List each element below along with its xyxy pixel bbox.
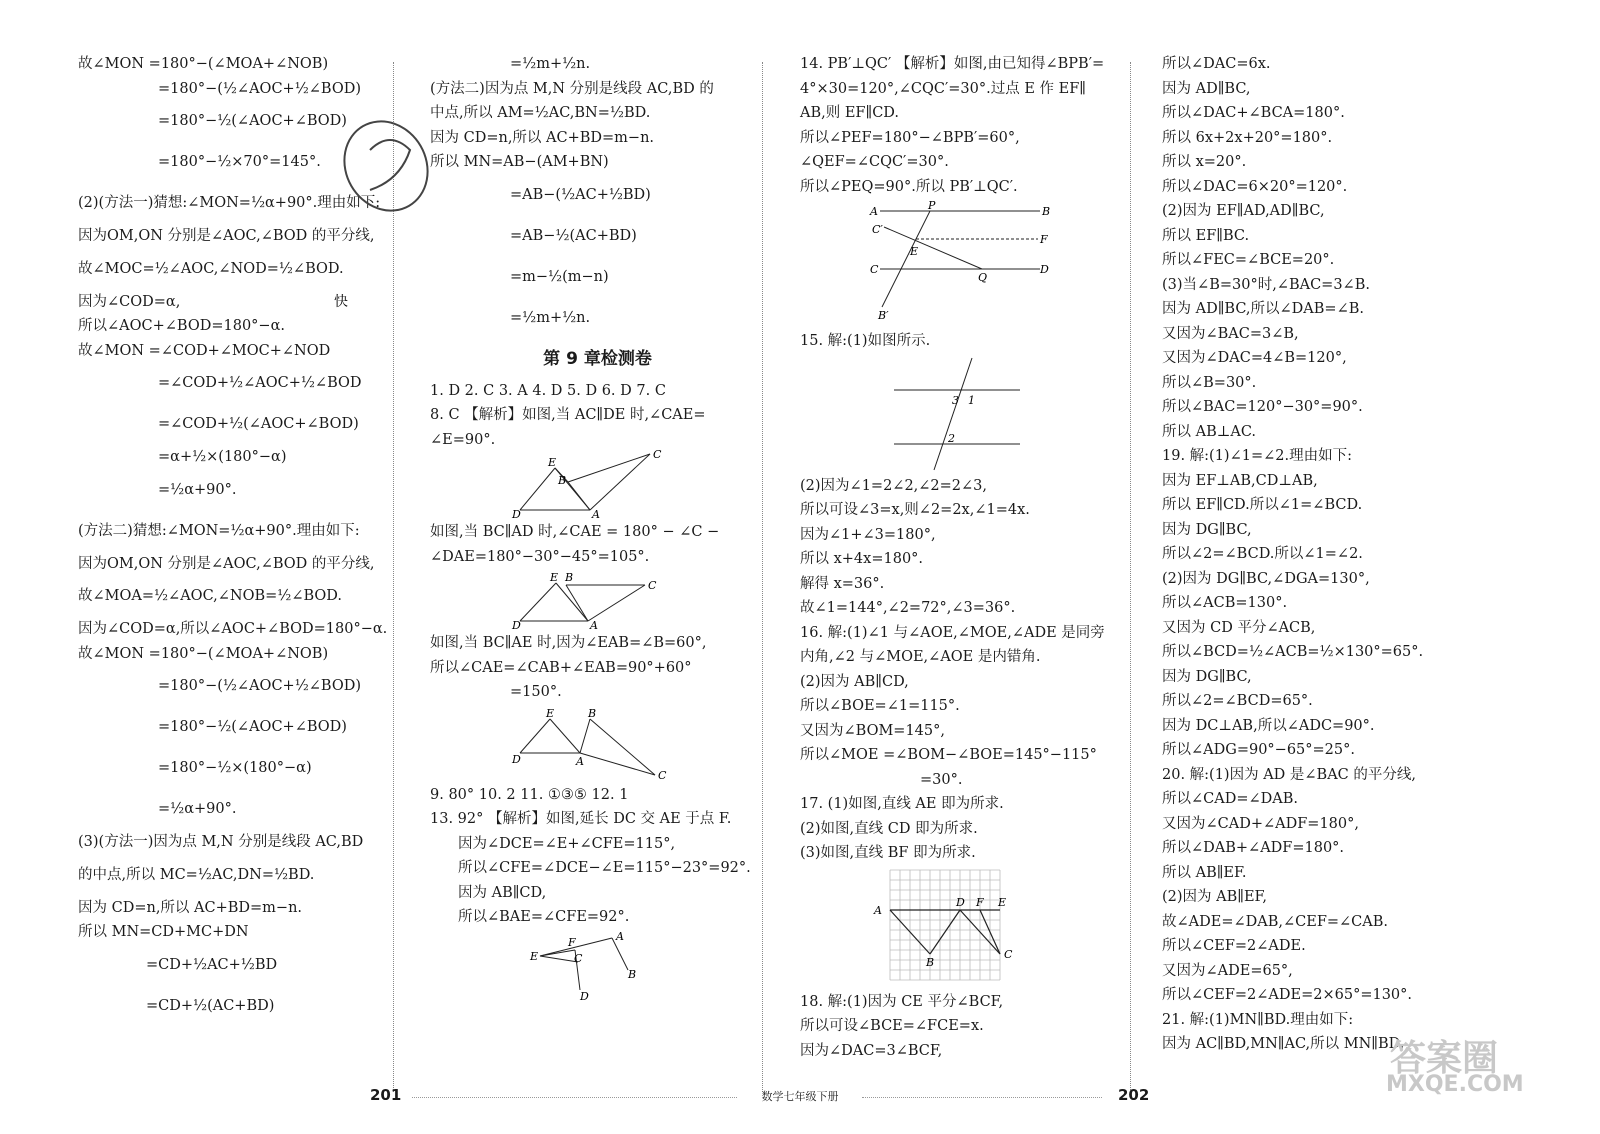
text-line: 所以 EF∥CD.所以∠1=∠BCD. bbox=[1162, 497, 1363, 513]
text-line: 因为 AC∥BD,MN∥AC,所以 MN∥BD. bbox=[1162, 1036, 1405, 1052]
fig-label: Q bbox=[978, 271, 988, 284]
text-line: 因为 CD=n,所以 AC+BD=m−n. bbox=[78, 899, 303, 916]
text-line: 所以 EF∥BC. bbox=[1162, 227, 1250, 244]
text-line: 所以∠CAD=∠DAB. bbox=[1162, 791, 1299, 807]
fig-label: C bbox=[1004, 947, 1013, 961]
watermark-logo: 答案圈 bbox=[1390, 1038, 1499, 1079]
text-line: 所以∠DAC=6x. bbox=[1162, 56, 1271, 72]
fig-label: C′ bbox=[872, 223, 883, 236]
figure-13 bbox=[430, 930, 765, 1002]
text-line: 所以∠DAB+∠ADF=180°. bbox=[1162, 840, 1345, 856]
text-line: 因为 AD∥BC, bbox=[1162, 80, 1251, 97]
text-line: =180°−(½∠AOC+½∠BOD) bbox=[158, 678, 361, 694]
fig-label: C bbox=[870, 263, 879, 276]
fig-label: B bbox=[565, 571, 574, 584]
fig-label: E bbox=[546, 706, 555, 720]
figure-8b bbox=[430, 569, 765, 631]
text-line: (2)因为 EF∥AD,AD∥BC, bbox=[1162, 203, 1325, 219]
text-line: 因为OM,ON 分别是∠AOC,∠BOD 的平分线, bbox=[78, 555, 375, 572]
text-line: 20. 解:(1)因为 AD 是∠BAC 的平分线, bbox=[1162, 766, 1416, 783]
text-line: 所以可设∠3=x,则∠2=2x,∠1=4x. bbox=[800, 502, 1030, 518]
text-line: 所以∠ADG=90°−65°=25°. bbox=[1162, 742, 1355, 758]
text-line: =180°−½(∠AOC+∠BOD) bbox=[158, 113, 347, 129]
text-line: 因为 DG∥BC, bbox=[1162, 668, 1252, 685]
text-line: (2)因为 AB∥CD, bbox=[800, 673, 909, 690]
text-line: 故∠ADE=∠DAB,∠CEF=∠CAB. bbox=[1162, 913, 1389, 930]
text-line: AB,则 EF∥CD. bbox=[800, 105, 900, 121]
text-line: =180°−½(∠AOC+∠BOD) bbox=[158, 719, 347, 735]
text-line: 因为 AD∥BC,所以∠DAB=∠B. bbox=[1162, 301, 1364, 317]
text-line: 8. C 【解析】如图,当 AC∥DE 时,∠CAE= bbox=[430, 407, 706, 423]
fig-label: A bbox=[870, 205, 878, 218]
text-line: 17. (1)如图,直线 AE 即为所求. bbox=[800, 796, 1004, 812]
text-line: ∠QEF=∠CQC′=30°. bbox=[800, 154, 949, 170]
fig-label: C bbox=[648, 579, 657, 592]
fig-label: P bbox=[928, 199, 936, 212]
figure-8c bbox=[430, 705, 765, 783]
column-separator bbox=[762, 62, 763, 1092]
fig-label: 1 bbox=[968, 393, 975, 407]
text-line: =CD+½(AC+BD) bbox=[146, 997, 275, 1014]
text-line: 所以∠DAC+∠BCA=180°. bbox=[1162, 105, 1345, 121]
text-line: =½m+½n. bbox=[510, 56, 591, 72]
text-line: (3)(方法一)因为点 M,N 分别是线段 AC,BD bbox=[78, 834, 364, 850]
figure-14 bbox=[800, 199, 1130, 329]
text-line: 故∠1=144°,∠2=72°,∠3=36°. bbox=[800, 600, 1016, 616]
text-line: 解得 x=36°. bbox=[800, 575, 885, 592]
text-line: 所以∠2=∠BCD=65°. bbox=[1162, 693, 1313, 709]
column-3 bbox=[800, 52, 1130, 1063]
text-line: 又因为∠BAC=3∠B, bbox=[1162, 325, 1299, 342]
page-number-left: 201 bbox=[370, 1086, 402, 1104]
text-line: =AB−(½AC+½BD) bbox=[510, 186, 651, 203]
text-line: 所以 MN=CD+MC+DN bbox=[78, 924, 249, 940]
text-line: 又因为 CD 平分∠ACB, bbox=[1162, 619, 1316, 636]
text-line: 所以 x+4x=180°. bbox=[800, 551, 924, 567]
fig-label: A bbox=[874, 903, 882, 917]
page-footer bbox=[0, 1086, 1600, 1110]
fig-label: B bbox=[1042, 205, 1051, 218]
page-number-right: 202 bbox=[1118, 1086, 1150, 1104]
text-line: =∠COD+½∠AOC+½∠BOD bbox=[158, 375, 362, 391]
text-line: 所以∠FEC=∠BCE=20°. bbox=[1162, 252, 1335, 268]
text-line: 因为 CD=n,所以 AC+BD=m−n. bbox=[430, 129, 655, 146]
text-line: 中点,所以 AM=½AC,BN=½BD. bbox=[430, 105, 651, 121]
text-line: 所以∠BAC=120°−30°=90°. bbox=[1162, 399, 1363, 415]
text-line: 故∠MOA=½∠AOC,∠NOB=½∠BOD. bbox=[78, 588, 343, 604]
text-line: =½α+90°. bbox=[158, 481, 237, 498]
text-line: 所以∠CAE=∠CAB+∠EAB=90°+60° bbox=[430, 659, 692, 676]
text-line: 所以∠BOE=∠1=115°. bbox=[800, 698, 960, 714]
text-line: (2)如图,直线 CD 即为所求. bbox=[800, 820, 978, 837]
text-line: 4°×30=120°,∠CQC′=30°.过点 E 作 EF∥ bbox=[800, 80, 1086, 97]
text-line: 如图,当 BC∥AE 时,因为∠EAB=∠B=60°, bbox=[430, 635, 707, 651]
fig-label: E bbox=[998, 895, 1007, 909]
fig-label: A bbox=[590, 619, 598, 632]
text-line: 又因为∠BOM=145°, bbox=[800, 722, 945, 739]
text-line: 所以∠BAE=∠CFE=92°. bbox=[458, 909, 630, 925]
text-line: 内角,∠2 与∠MOE,∠AOE 是内错角. bbox=[800, 649, 1041, 665]
text-line: 所以 AB∥EF. bbox=[1162, 864, 1247, 881]
text-line: 因为OM,ON 分别是∠AOC,∠BOD 的平分线, bbox=[78, 228, 375, 244]
text-line: 18. 解:(1)因为 CE 平分∠BCF, bbox=[800, 993, 1004, 1010]
text-line: 因为∠DAC=3∠BCF, bbox=[800, 1042, 943, 1059]
text-line: 13. 92° 【解析】如图,延长 DC 交 AE 于点 F. bbox=[430, 811, 732, 827]
figure-8a bbox=[430, 448, 765, 521]
fig-label: 3 bbox=[952, 393, 959, 407]
text-line: (方法二)猜想:∠MON=½α+90°.理由如下: bbox=[78, 522, 360, 539]
text-line: 故∠MON =∠COD+∠MOC+∠NOD bbox=[78, 342, 331, 359]
fig-label: D bbox=[512, 752, 521, 766]
text-line: 所以 x=20°. bbox=[1162, 154, 1247, 170]
text-line: 所以∠PEF=180°−∠BPB′=60°, bbox=[800, 129, 1020, 146]
fig-label: C bbox=[658, 768, 667, 782]
text-line: 如图,当 BC∥AD 时,∠CAE = 180° − ∠C − bbox=[430, 524, 720, 540]
fig-label: E bbox=[548, 456, 557, 469]
text-line: =150°. bbox=[510, 684, 562, 700]
text-line: 所以∠2=∠BCD.所以∠1=∠2. bbox=[1162, 546, 1363, 562]
text-line: ∠E=90°. bbox=[430, 431, 496, 448]
footer-dots bbox=[862, 1097, 1102, 1098]
fig-label: D bbox=[512, 508, 521, 521]
stamp-text: 快 bbox=[334, 294, 348, 310]
text-line: (方法二)因为点 M,N 分别是线段 AC,BD 的 bbox=[430, 80, 714, 97]
column-2 bbox=[430, 52, 765, 1002]
text-line: =180°−(½∠AOC+½∠BOD) bbox=[158, 80, 361, 97]
text-line: (2)因为∠1=2∠2,∠2=2∠3, bbox=[800, 477, 988, 494]
fig-label: E bbox=[530, 949, 539, 963]
fig-label: B bbox=[926, 955, 935, 969]
text-line: 所以∠PEQ=90°.所以 PB′⊥QC′. bbox=[800, 178, 1018, 195]
handwritten-stamp bbox=[330, 110, 440, 310]
text-line: 因为 EF⊥AB,CD⊥AB, bbox=[1162, 472, 1318, 489]
text-line: (3)当∠B=30°时,∠BAC=3∠B. bbox=[1162, 276, 1370, 293]
text-line: 所以∠AOC+∠BOD=180°−α. bbox=[78, 318, 285, 334]
text-line: 因为 AB∥CD, bbox=[458, 884, 547, 901]
text-line: 故∠MON =180°−(∠MOA+∠NOB) bbox=[78, 645, 329, 662]
figure-15 bbox=[800, 354, 1130, 474]
text-line: =α+½×(180°−α) bbox=[158, 449, 287, 465]
text-line: =½m+½n. bbox=[510, 309, 591, 326]
figure-17 bbox=[800, 866, 1130, 990]
footer-title: 数学七年级下册 bbox=[761, 1090, 839, 1103]
text-line: =m−½(m−n) bbox=[510, 268, 609, 285]
fig-label: B bbox=[588, 706, 597, 720]
fig-label: 2 bbox=[948, 431, 955, 445]
text-line: 因为∠1+∠3=180°, bbox=[800, 526, 936, 543]
text-line: =180°−½×(180°−α) bbox=[158, 760, 312, 776]
fig-label: A bbox=[576, 754, 584, 768]
text-line: 所以∠B=30°. bbox=[1162, 374, 1257, 391]
text-line: 所以∠DAC=6×20°=120°. bbox=[1162, 178, 1348, 195]
fig-label: C bbox=[653, 448, 662, 461]
text-line: (2)(方法一)猜想:∠MON=½α+90°.理由如下: bbox=[78, 195, 381, 211]
fig-label: E bbox=[910, 245, 919, 258]
text-line: =CD+½AC+½BD bbox=[146, 956, 278, 973]
text-line: 所以 6x+2x+20°=180°. bbox=[1162, 129, 1333, 146]
text-line: 所以∠ACB=130°. bbox=[1162, 595, 1288, 611]
text-line: 所以∠CFE=∠DCE−∠E=115°−23°=92°. bbox=[458, 860, 751, 876]
text-line: 故∠MOC=½∠AOC,∠NOD=½∠BOD. bbox=[78, 260, 344, 277]
text-line: 15. 解:(1)如图所示. bbox=[800, 333, 931, 349]
text-line: 所以可设∠BCE=∠FCE=x. bbox=[800, 1018, 984, 1034]
fig-label: A bbox=[616, 929, 624, 943]
fig-label: E bbox=[550, 571, 559, 584]
text-line: 所以 MN=AB−(AM+BN) bbox=[430, 154, 609, 170]
fig-label: B bbox=[628, 967, 637, 981]
text-line: 因为∠COD=α,所以∠AOC+∠BOD=180°−α. bbox=[78, 621, 388, 637]
fig-label: B bbox=[558, 474, 567, 487]
fig-label: F bbox=[1040, 233, 1048, 246]
text-line: 所以∠MOE =∠BOM−∠BOE=145°−115° bbox=[800, 747, 1097, 763]
text-line: =30°. bbox=[920, 771, 963, 788]
text-line: 因为∠DCE=∠E+∠CFE=115°, bbox=[458, 835, 676, 852]
text-line: 又因为∠ADE=65°, bbox=[1162, 962, 1293, 979]
text-line: 16. 解:(1)∠1 与∠AOE,∠MOE,∠ADE 是同旁 bbox=[800, 624, 1105, 641]
text-line: 9. 80° 10. 2 11. ①③⑤ 12. 1 bbox=[430, 786, 629, 803]
text-line: 故∠MON =180°−(∠MOA+∠NOB) bbox=[78, 56, 329, 72]
text-line: 又因为∠CAD+∠ADF=180°, bbox=[1162, 815, 1359, 832]
fig-label: C bbox=[574, 951, 583, 965]
text-line: 因为∠COD=α, bbox=[78, 293, 181, 310]
text-line: 因为 DC⊥AB,所以∠ADC=90°. bbox=[1162, 717, 1375, 734]
text-line: (2)因为 AB∥EF, bbox=[1162, 889, 1267, 905]
text-line: 1. D 2. C 3. A 4. D 5. D 6. D 7. C bbox=[430, 382, 666, 399]
column-4 bbox=[1162, 52, 1582, 1057]
text-line: =∠COD+½(∠AOC+∠BOD) bbox=[158, 416, 359, 432]
text-line: (2)因为 DG∥BC,∠DGA=130°, bbox=[1162, 570, 1370, 587]
text-line: =AB−½(AC+BD) bbox=[510, 227, 637, 244]
text-line: 因为 DG∥BC, bbox=[1162, 521, 1252, 538]
text-line: 21. 解:(1)MN∥BD.理由如下: bbox=[1162, 1011, 1354, 1028]
text-line: (3)如图,直线 BF 即为所求. bbox=[800, 845, 976, 861]
fig-label: B′ bbox=[878, 309, 889, 322]
fig-label: F bbox=[976, 895, 984, 909]
text-line: 的中点,所以 MC=½AC,DN=½BD. bbox=[78, 866, 315, 883]
column-separator bbox=[1130, 62, 1131, 1092]
text-line: 所以 AB⊥AC. bbox=[1162, 423, 1257, 440]
text-line: 14. PB′⊥QC′ 【解析】如图,由已知得∠BPB′= bbox=[800, 56, 1105, 72]
text-line: 所以∠CEF=2∠ADE. bbox=[1162, 938, 1306, 954]
text-line: ∠DAE=180°−30°−45°=105°. bbox=[430, 548, 650, 565]
footer-dots bbox=[412, 1097, 737, 1098]
text-line: 所以∠CEF=2∠ADE=2×65°=130°. bbox=[1162, 987, 1413, 1003]
fig-label: A bbox=[592, 508, 600, 521]
fig-label: D bbox=[512, 619, 521, 632]
watermark-url: MXQE.COM bbox=[1386, 1072, 1524, 1097]
fig-label: F bbox=[568, 935, 576, 949]
text-line: 19. 解:(1)∠1=∠2.理由如下: bbox=[1162, 448, 1352, 464]
text-line: 又因为∠DAC=4∠B=120°, bbox=[1162, 350, 1347, 366]
text-line: 所以∠BCD=½∠ACB=½×130°=65°. bbox=[1162, 644, 1424, 660]
text-line: =½α+90°. bbox=[158, 801, 237, 817]
fig-label: D bbox=[1040, 263, 1049, 276]
chapter-heading: 第 9 章检测卷 bbox=[543, 348, 652, 369]
fig-label: D bbox=[580, 989, 589, 1003]
fig-label: D bbox=[956, 895, 965, 909]
text-line: =180°−½×70°=145°. bbox=[158, 154, 321, 170]
